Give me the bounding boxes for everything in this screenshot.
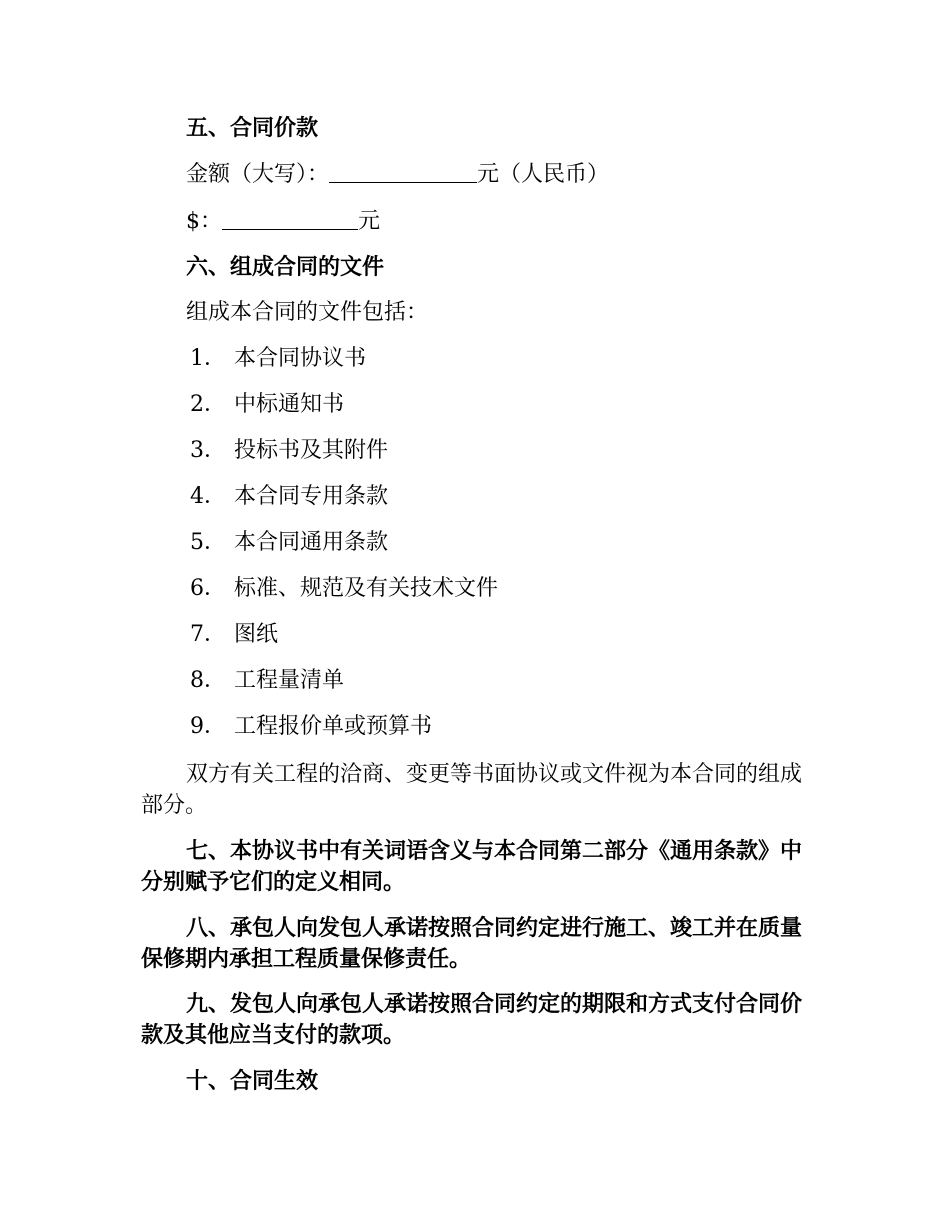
list-item: [186, 483, 388, 511]
section-8-paragraph: 八、承包人向发包人承诺按照合同约定进行施工、竣工并在质量保修期内承担工程质量保修责任。: [141, 915, 803, 972]
section-6-intro: 组成本合同的文件包括：: [186, 300, 429, 325]
list-item-text: 投标书及其附件: [234, 438, 389, 463]
list-item-number: 6．: [190, 576, 226, 601]
amount-words-label: 金额（大写）：: [186, 162, 330, 187]
list-item-text: 本合同通用条款: [234, 530, 389, 555]
list-item-number: 8．: [190, 668, 226, 693]
list-item-number: 5．: [190, 530, 226, 555]
list-item-text: 中标通知书: [234, 392, 345, 417]
list-item-number: 1．: [190, 346, 226, 371]
list-item: [186, 437, 388, 465]
list-item-text: 本合同专用条款: [234, 484, 389, 509]
amount-words-line: [186, 160, 609, 189]
list-item-number: 7．: [190, 622, 226, 647]
list-item: [186, 345, 366, 373]
amount-dollar-suffix: 元: [358, 209, 381, 234]
amount-words-suffix: 元（人民币）: [477, 162, 610, 187]
section-7-paragraph: 七、本协议书中有关词语含义与本合同第二部分《通用条款》中分别赋予它们的定义相同。: [141, 838, 803, 895]
list-item-text: 图纸: [234, 622, 279, 647]
list-item-number: 3．: [190, 438, 226, 463]
section-10-heading: 十、合同生效: [186, 1068, 319, 1094]
section-9-paragraph: 九、发包人向承包人承诺按照合同约定的期限和方式支付合同价款及其他应当支付的款项。: [141, 991, 803, 1048]
amount-words-blank: [329, 160, 477, 183]
list-item-number: 2．: [190, 392, 226, 417]
list-item: [186, 575, 498, 603]
list-item: [186, 713, 432, 741]
list-item-number: 9．: [190, 714, 226, 739]
list-item: [186, 391, 344, 419]
list-item: [186, 667, 344, 695]
list-item: [186, 529, 388, 557]
amount-dollar-line: [186, 207, 380, 236]
list-item-text: 标准、规范及有关技术文件: [234, 576, 499, 601]
list-item: [186, 621, 278, 649]
list-item-text: 工程报价单或预算书: [234, 714, 433, 739]
section-6-closing-paragraph: 双方有关工程的洽商、变更等书面协议或文件视为本合同的组成部分。: [141, 762, 803, 818]
amount-dollar-label: $：: [186, 209, 222, 234]
amount-dollar-blank: [222, 207, 358, 230]
section-5-heading: 五、合同价款: [186, 115, 319, 141]
list-item-number: 4．: [190, 484, 226, 509]
section-6-heading: 六、组成合同的文件: [186, 254, 385, 280]
list-item-text: 本合同协议书: [234, 346, 367, 371]
list-item-text: 工程量清单: [234, 668, 345, 693]
